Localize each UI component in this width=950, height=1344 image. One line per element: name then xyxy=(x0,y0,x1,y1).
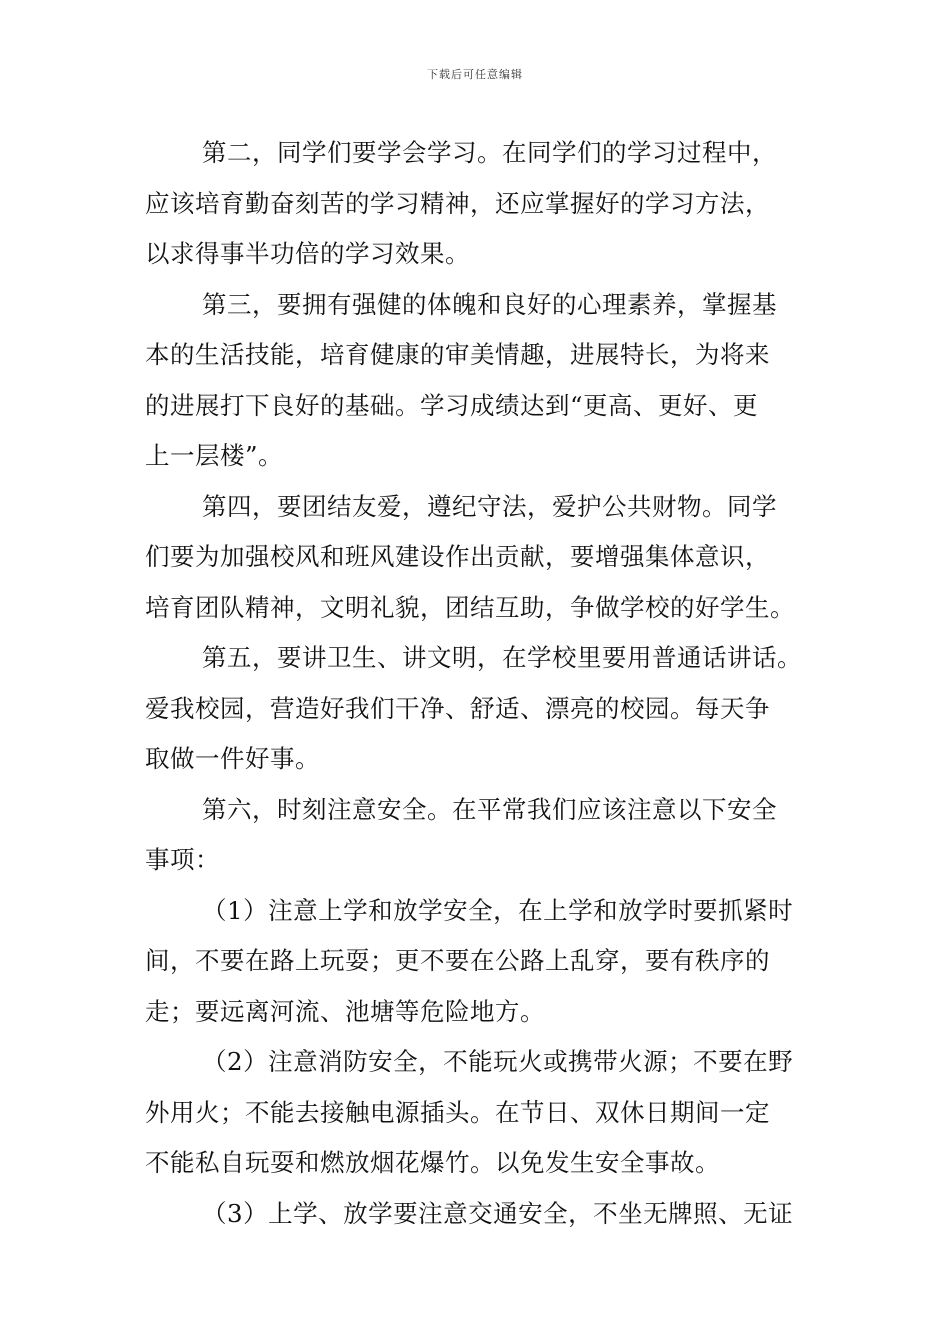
text-line: 们要为加强校风和班风建设作出贡献，要增强集体意识， xyxy=(145,542,770,571)
header-note: 下载后可任意编辑 xyxy=(427,68,523,81)
text-line: 第四，要团结友爱，遵纪守法，爱护公共财物。同学 xyxy=(202,491,777,521)
paragraph-second xyxy=(145,128,815,280)
paragraph-item-2 xyxy=(145,1037,815,1189)
text-line: 第六，时刻注意安全。在平常我们应该注意以下安全 xyxy=(202,794,777,824)
text-line: 上一层楼”。 xyxy=(145,441,284,470)
paragraph-item-3 xyxy=(145,1189,815,1240)
text-line: 外用火；不能去接触电源插头。在节日、双休日期间一定 xyxy=(145,1097,770,1127)
text-line: 第三，要拥有强健的体魄和良好的心理素养，掌握基 xyxy=(202,289,777,319)
paragraph-fourth xyxy=(145,482,815,634)
text-line: 培育团队精神，文明礼貌，团结互助，争做学校的好学生。 xyxy=(145,592,795,622)
paragraph-fifth xyxy=(145,633,815,785)
text-line: 第二，同学们要学会学习。在同学们的学习过程中， xyxy=(202,138,777,167)
paragraph-sixth xyxy=(145,785,815,886)
text-line: （1）注意上学和放学安全，在上学和放学时要抓紧时 xyxy=(202,895,794,925)
text-line: 本的生活技能，培育健康的审美情趣，进展特长，为将来 xyxy=(145,340,770,369)
text-line: （2）注意消防安全，不能玩火或携带火源；不要在野 xyxy=(202,1047,794,1076)
text-line: 取做一件好事。 xyxy=(145,744,320,773)
text-line: 的进展打下良好的基础。学习成绩达到“更高、更好、更 xyxy=(145,390,759,420)
text-line: 第五，要讲卫生、讲文明，在学校里要用普通话讲话。 xyxy=(202,643,802,672)
text-line: （3）上学、放学要注意交通安全，不坐无牌照、无证 xyxy=(202,1198,794,1228)
text-line: 间，不要在路上玩耍；更不要在公路上乱穿，要有秩序的 xyxy=(145,946,770,975)
text-line: 事项： xyxy=(145,845,220,874)
text-line: 以求得事半功倍的学习效果。 xyxy=(145,239,470,268)
paragraph-item-1 xyxy=(145,886,815,1038)
text-line: 走；要远离河流、池塘等危险地方。 xyxy=(145,996,545,1026)
text-line: 不能私自玩耍和燃放烟花爆竹。以免发生安全事故。 xyxy=(145,1148,720,1177)
text-line: 应该培育勤奋刻苦的学习精神，还应掌握好的学习方法， xyxy=(145,188,770,218)
paragraph-third xyxy=(145,280,815,482)
document-body xyxy=(145,128,815,1239)
text-line: 爱我校园，营造好我们干净、舒适、漂亮的校园。每天争 xyxy=(145,693,770,723)
